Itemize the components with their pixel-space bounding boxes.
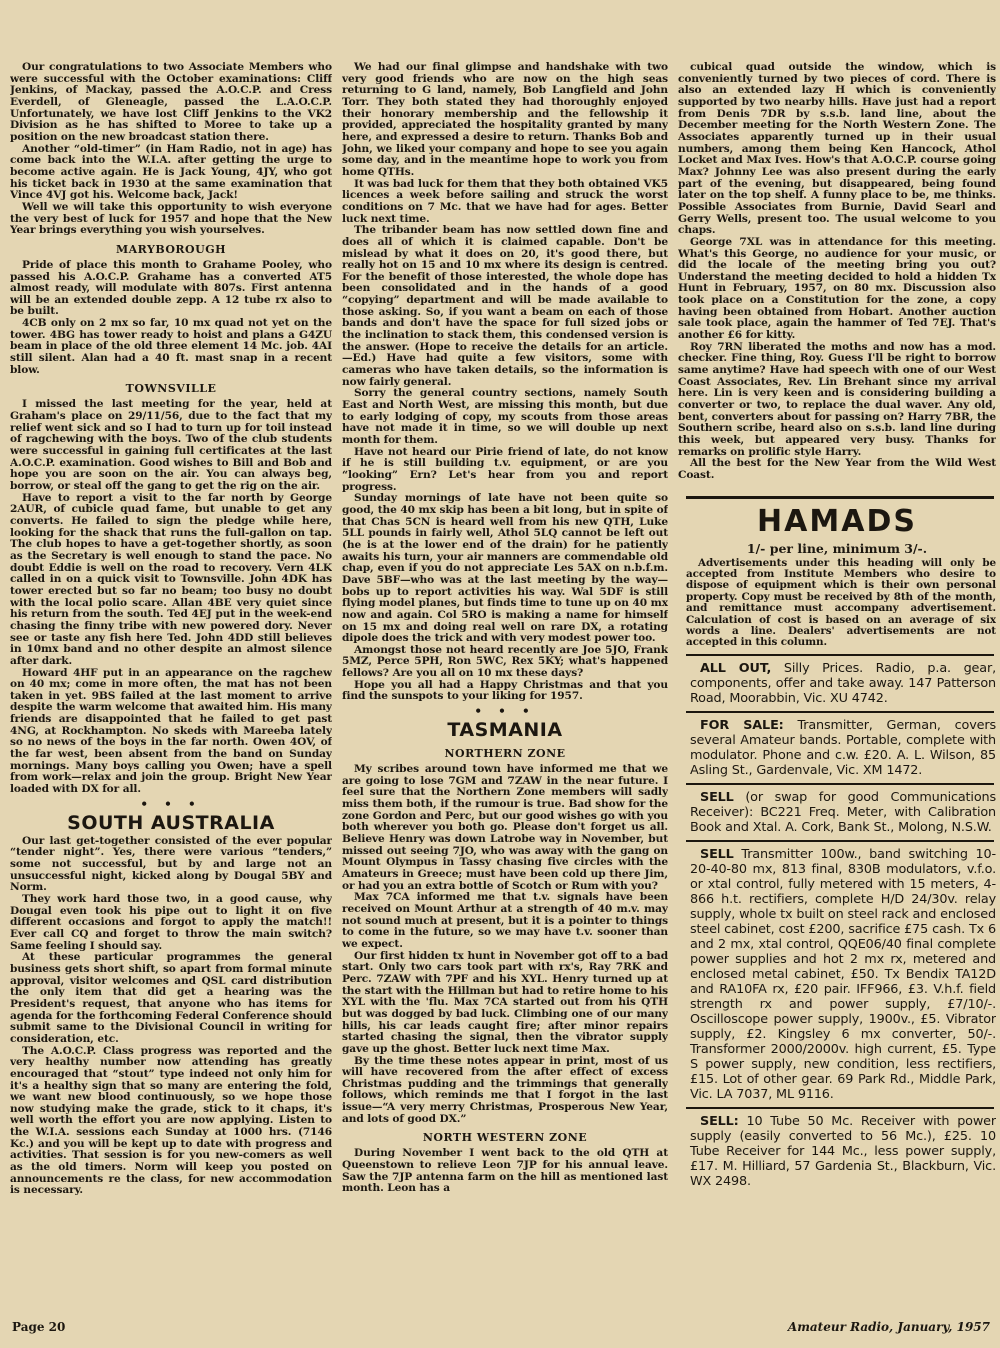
- paragraph: Have not heard our Pirie friend of late, do not know if he is still building t.v. equipment, or are you “looking” Ern? Let's hear from you and report progress.: [342, 445, 668, 493]
- hamads-rate: 1/- per line, minimum 3/-.: [746, 540, 928, 556]
- hamads-top-rule: [686, 496, 994, 499]
- column-1: [10, 62, 332, 1197]
- section-heading-townsville: TOWNSVILLE: [125, 382, 217, 396]
- hamads-conditions: [678, 558, 996, 649]
- state-heading-south-australia: SOUTH AUSTRALIA: [67, 811, 275, 834]
- ad-divider: [686, 783, 994, 785]
- paragraph: Our last get-together consisted of the ever popular “tender night”. Yes, there were various “tenders,” some not successful, but by and large not an unsuccessful night, kicked along by Dougal 5BY and Norm.: [10, 834, 332, 894]
- paragraph: The tribander beam has now settled down fine and does all of which it is claimed capable. Don't be mislead by what it does on 20, it's good there, but really hot on 15 and 10 mx where its design is centred. For the benefit of those interested, the whole dope has been consolidated and in the hands of a good “copying” department and will be made available to those asking. So, if you want a beam on each of those bands and don't have the space for full sized jobs or the inclination to stack them, this condensed version is the answer. (Hope to receive the details for an article.—Ed.) Have had quite a few visitors, some with cameras who have taken details, so the information is now fairly general.: [342, 224, 668, 388]
- hamads-title: HAMADS: [757, 503, 917, 539]
- paragraph: Roy 7RN liberated the moths and now has a mod. checker. Fine thing, Roy. Guess I'll be right to borrow same anytime? Have had speech with one of our West Coast Associates, Rev. Lin Brehant since my arrival here. Lin is very keen and is considering building a converter or two, to replace the dual waver. Any old, bent, converters about for passing on? Harry 7BR, the Southern scribe, heard also on s.s.b. land line during this week, but appeared very busy. Thanks for remarks on prolific style Harry.: [678, 340, 996, 458]
- ad-divider: [686, 840, 994, 842]
- paragraph: cubical quad outside the window, which is conveniently turned by two pieces of cord. There is also an extended lazy H which is conveniently supported by two nearby hills. Have just had a report from Denis 7DR by s.s.b. land line, about the December meeting for the North Western Zone. The Associates apparently turned up in their usual numbers, among them being Ken Hancock, Athol Locket and Max Ives. How's that A.O.C.P. course going Max? Johnny Lee was also present during the early part of the evening, but disappeared, being found later on the top shelf. A funny place to be, me thinks. Possible Associates from Burnie, David Searl and Gerry Wells, present too. The usual welcome to you chaps.: [678, 62, 996, 237]
- ad-text: Transmitter, German, covers several Amateur bands. Portable, complete with modulator. Phone and c.w. £20. A. L. Wilson, 85 Asling St., Gardenvale, Vic. XM 1472.: [690, 717, 996, 778]
- section-heading-northern-zone: NORTHERN ZONE: [444, 747, 566, 761]
- ad-keyword: SELL: [700, 789, 734, 805]
- paragraph: I missed the last meeting for the year, held at Graham's place on 29/11/56, due to the fact that my relief went sick and so I had to turn up for toil instead of ragchewing with the boys. Two of the club students were successful in gaining full certificates at the last A.O.C.P. examination. Good wishes to Bill and Bob and hope you are soon on the air. You can always beg, borrow, or steal off the gang to get the rig on the air.: [10, 398, 332, 492]
- paragraph: We had our final glimpse and handshake with two very good friends who are now on the high seas returning to G land, namely, Bob Langfield and John Torr. They both stated they had thoroughly enjoyed their honorary membership and the fellowship it provided, appreciated the hospitality granted by many here, and expressed a desire to return. Thanks Bob and John, we liked your company and hope to see you again some day, and in the meantime hope to work you from home QTHs.: [342, 62, 668, 178]
- paragraph: Max 7CA informed me that t.v. signals have been received on Mount Arthur at a strength of 40 m.v. may not sound much at present, but it is a pointer to things to come in the future, so we may have t.v. sooner than we expect.: [342, 891, 668, 950]
- ad-keyword: ALL OUT,: [700, 660, 772, 676]
- paragraph: Well we will take this opportunity to wish everyone the very best of luck for 1957 and hope that the New Year brings everything you wish yourselves.: [10, 200, 332, 237]
- page-number: Page 20: [12, 1320, 66, 1334]
- paragraph: They work hard those two, in a good cause, why Dougal even took his pipe out to light it on five different occasions and forgot to apply the match!! Ever call CQ and forget to throw the main switch? Same feeling I should say.: [10, 893, 332, 952]
- paragraph: Our first hidden tx hunt in November got off to a bad start. Only two cars took part with rx's, Ray 7RK and Perc. 7ZAW with 7PF and his XYL. Henry turned up at the start with the Hillman but had to retire home to his XYL with the 'flu. Max 7CA started out from his QTH but was dogged by bad luck. Climbing one of our many hills, his car leads caught fire; after minor repairs started chasing the signal, then the vibrator supply gave up the ghost. Better luck next time Max.: [342, 949, 668, 1055]
- ad-divider: [686, 654, 994, 656]
- paragraph: By the time these notes appear in print, most of us will have recovered from the after effect of excess Christmas pudding and the trimmings that generally follows, which reminds me that I forgot in the last issue—“A very merry Christmas, Prosperous New Year, and lots of good DX.”: [342, 1054, 668, 1125]
- classified-ad: [678, 661, 996, 706]
- paragraph: Sorry the general country sections, namely South East and North West, are missing this month, but due to early lodging of copy, my scouts from those areas have not made it in time, so we will double up next month for them.: [342, 387, 668, 446]
- classified-ad: [678, 847, 996, 1102]
- ad-text: 10 Tube 50 Mc. Receiver with power supply (easily converted to 56 Mc.), £25. 10 Tube Receiver for 144 Mc., less power supply, £17. M. Hilliard, 57 Gardenia St., Blackburn, Vic. WX 2498.: [690, 1113, 996, 1189]
- paragraph: Have to report a visit to the far north by George 2AUR, of cubicle quad fame, but unable to get any converts. He failed to sign the pledge while here, looking for the shack that runs the full-gallon on tap. The club hopes to have a get-together shortly, as soon as the Secretary is well enough to stand the pace. No doubt Eddie is well on the road to recovery. Vern 4LK called in on a quick visit to Townsville. John 4DK has tower erected but so far no beam; too busy no doubt with the local polio scare. Allan 4BE very quiet since his return from the south. Ted 4EJ put in the week-end chasing the finny tribe with new powered dory. Never see or taste any fish here Ted. John 4DD still believes in 10mx band and no other despite an almost silence after dark.: [10, 491, 332, 667]
- state-heading-tasmania: TASMANIA: [447, 719, 563, 742]
- section-heading-maryborough: MARYBOROUGH: [115, 242, 227, 256]
- paragraph: All the best for the New Year from the Wild West Coast.: [678, 457, 996, 481]
- paragraph: Another “old-timer” (in Ham Radio, not in age) has come back into the W.I.A. after getting the urge to become active again. He is Jack Young, 4JY, who got his ticket back in 1930 at the same examination that Vince 4VJ got his. Welcome back, Jack!: [10, 142, 332, 202]
- classified-ad: [678, 1114, 996, 1189]
- ad-divider: [686, 1107, 994, 1109]
- paragraph: The A.O.C.P. Class progress was reported and the very healthy number now attending has greatly encouraged that “stout” type indeed not only him for it's a healthy sign that so many are entering the fold, we want new blood continuously, so we hope those now studying make the grade, stick to it chaps, it's well worth the effort you are now applying. Listen to the W.I.A. sessions each Sunday at 1000 hrs. (7146 Kc.) and you will be kept up to date with progress and activities. That session is for you new-comers as well as the old timers. Norm will keep you posted on announcements re the class, for new accommodation is necessary.: [10, 1044, 332, 1197]
- ad-keyword: SELL:: [700, 1113, 739, 1129]
- paragraph: 4CB only on 2 mx so far, 10 mx quad not yet on the tower. 4BG has tower ready to hoist and plans a G4ZU beam in place of the old three element 14 Mc. job. 4AI still silent. Alan had a 40 ft. mast snap in a recent blow.: [10, 317, 332, 376]
- paragraph: It was bad luck for them that they both obtained VK5 licences a week before sailing and struck the worst conditions on 7 Mc. that we have had for ages. Better luck next time.: [342, 177, 668, 225]
- paragraph: George 7XL was in attendance for this meeting. What's this George, no audience for your music, or did the locale of the meeting bring you out? Understand the meeting decided to hold a hidden Tx Hunt in February, 1957, on 80 mx. Discussion also took place on a Constitution for the zone, a copy having been obtained from Hobart. Another auction sale took place, again the hammer of Ted 7EJ. That's another £6 for kitty.: [678, 235, 996, 342]
- paragraph: Pride of place this month to Grahame Pooley, who passed his A.O.C.P. Grahame has a converted AT5 almost ready, will modulate with 807s. First antenna will be an extended double zepp. A 12 tube rx also to be built.: [10, 258, 332, 318]
- classified-ad: [678, 790, 996, 835]
- publication-footer: Amateur Radio, January, 1957: [787, 1320, 990, 1334]
- ad-text: (or swap for good Communications Receiver): BC221 Freq. Meter, with Calibration Book and Xtal. A. Cork, Bank St., Molong, N.S.W.: [690, 789, 996, 835]
- paragraph: Hope you all had a Happy Christmas and that you find the sunspots to your liking for 1957.: [342, 678, 668, 703]
- ad-text: Silly Prices. Radio, p.a. gear, components, offer and take away. 147 Patterson Road, Moorabbin, Vic. XU 4742.: [690, 660, 996, 706]
- qld-intro: [10, 62, 332, 237]
- paragraph: My scribes around town have informed me that we are going to lose 7GM and 7ZAW in the near future. I feel sure that the Northern Zone members will sadly miss them both, if the rumour is true. Bad show for the zone Gordon and Perc, but our good wishes go with you both wherever you both go. Please don't forget us all. Believe Henry was down Latrobe way in November, but missed out seeing 7JO, who was away with the gang on Mount Olympus in Tassy chasing five circles with the Amateurs in Greece; must have been cold up there Jim, or had you an extra bottle of Scotch or Rum with you?: [342, 763, 668, 892]
- ad-divider: [686, 711, 994, 713]
- column-2: [342, 62, 668, 1195]
- section-heading-north-western-zone: NORTH WESTERN ZONE: [422, 1131, 588, 1145]
- paragraph: Howard 4HF put in an appearance on the ragchew on 40 mx; come in more often, the mat has not been taken in yet. 9BS failed at the last moment to arrive despite the warm welcome that awaited him. His many friends are disappointed that he failed to get past 4NG, at Rockhampton. No skeds with Mareeba lately so no news of the boys in the far north. Owen 4OV, of the far west, been absent from the band on Sunday mornings. Many boys calling you Owen; have a spell from work—relax and join the group. Bright New Year loaded with DX for all.: [10, 666, 332, 796]
- paragraph: Amongst those not heard recently are Joe 5JO, Frank 5MZ, Perce 5PH, Ron 5WC, Rex 5KY; what's happened fellows? Are you all on 10 mx these days?: [342, 643, 668, 680]
- ad-text: Transmitter 100w., band switching 10-20-40-80 mx, 813 final, 830B modulators, v.f.o. or xtal control, fully metered with 15 meters, 4-866 h.t. rectifiers, complete H/D 24/30v. relay supply, whole tx built on steel rack and enclosed steel cabinet, cost £200, sacrifice £75 cash. Tx 6 and 2 mx, xtal control, QQE06/40 final complete power supplies and hot 2 mx rx, metered and enclosed metal cabinet, £50. Tx Bendix TA12D and RA10FA rx, £20 pair. IFF966, £3. V.h.f. field strength rx and power supply, £7/10/-. Oscilloscope power supply, 1900v., £5. Vibrator supply, £2. Kingsley 6 mx converter, 50/-. Transformer 2000/2000v. high current, £5. Type S power supply, new condition, less rectifiers, £15. Lot of other gear. 69 Park Rd., Middle Park, Vic. LA 7037, ML 9116.: [690, 846, 996, 1102]
- paragraph: During November I went back to the old QTH at Queenstown to relieve Leon 7JP for his annual leave. Saw the 7JP antenna farm on the hill as mentioned last month. Leon has a: [342, 1147, 668, 1195]
- paragraph: At these particular programmes the general business gets short shift, so apart from formal minute approval, visitor welcomes and QSL card distribution the only item that did get a hearing was the President's request, that anyone who has items for agenda for the forthcoming Federal Conference should submit same to the Divisional Council in writing for consideration, etc.: [10, 951, 332, 1045]
- paragraph: Sunday mornings of late have not been quite so good, the 40 mx skip has been a bit long, but in spite of that Chas 5CN is heard well from his new QTH, Luke 5LL pounds in fairly well, Athol 5LQ cannot be left out (he is at the lower end of the drain) for he patiently awaits his turn, your air manners are commendable old chap, even if you do not appreciate Les 5AX on n.b.f.m. Dave 5BF—who was at the last meeting by the way—bobs up to report activities his way. Wal 5DF is still flying model planes, but finds time to tune up on 40 mx now and again. Col 5RO is making a name for himself on 15 mx and doing real well on rare DX, a rotating dipole does the trick and with very modest power too.: [342, 492, 668, 645]
- ad-keyword: FOR SALE:: [700, 717, 784, 733]
- ad-keyword: SELL: [700, 846, 734, 862]
- section-separator: • • •: [140, 796, 202, 811]
- paragraph: Advertisements under this heading will only be accepted from Institute Members who desire to dispose of equipment which is their own personal property. Copy must be received by 8th of the month, and remittance must accompany advertisement. Calculation of cost is based on an average of six words a line. Dealers' advertisements are not accepted in this column.: [686, 556, 996, 649]
- column-3: [678, 62, 996, 1189]
- classified-ad: [678, 718, 996, 778]
- paragraph: Our congratulations to two Associate Members who were successful with the October examinations: Cliff Jenkins, of Mackay, passed the A.O.C.P. and Cress Everdell, of Gleneagle, passed the L.A.O.C.P. Unfortunately, we have lost Cliff Jenkins to the VK2 Division as he has shifted to Moree to take up a position on the new broadcast station there.: [10, 62, 332, 143]
- section-separator: • • •: [474, 704, 536, 719]
